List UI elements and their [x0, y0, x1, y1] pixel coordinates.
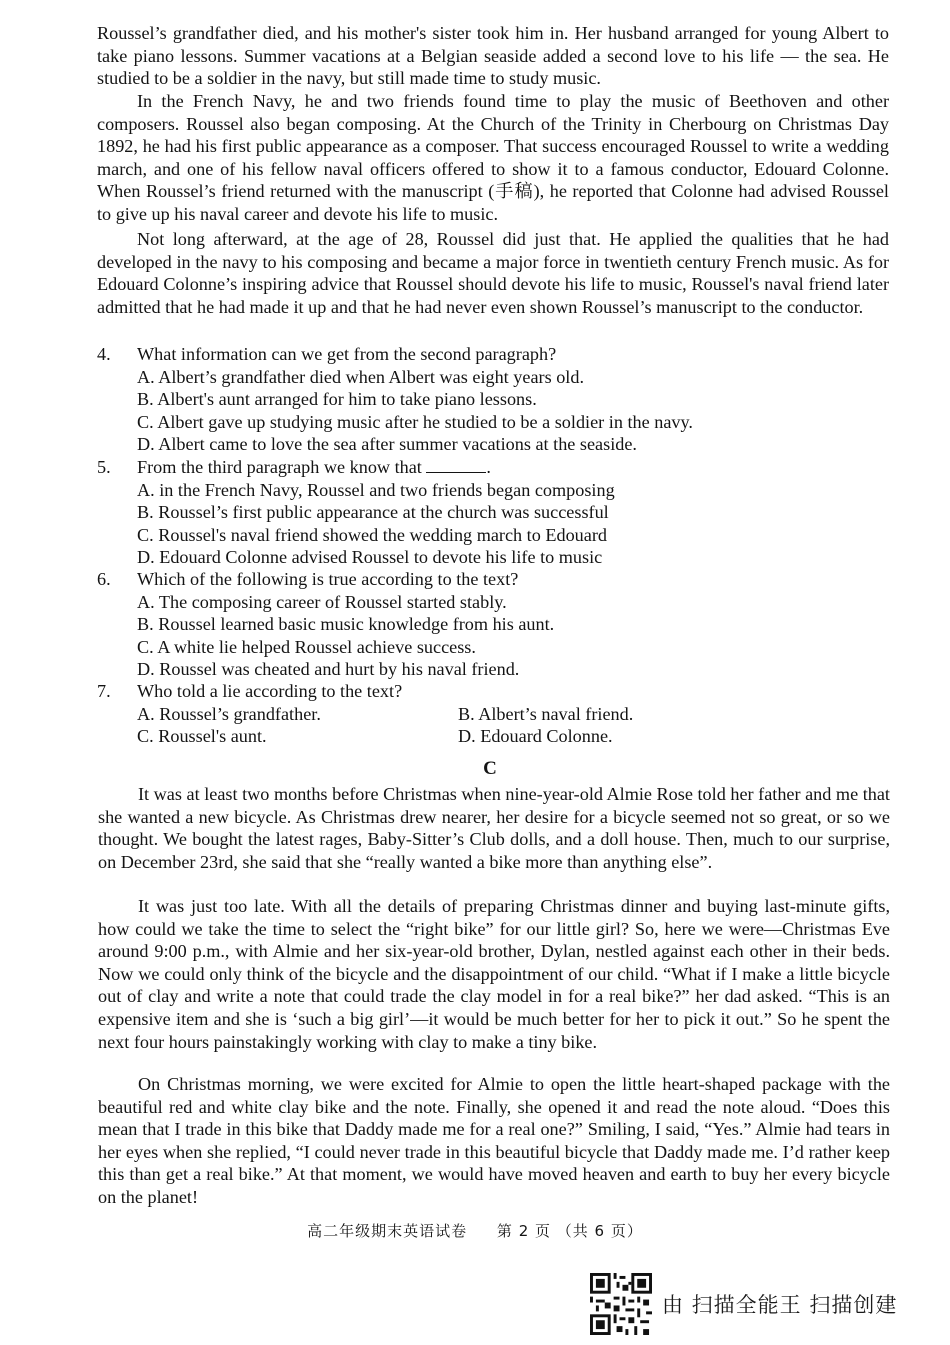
option-a: A. The composing career of Roussel started stably.: [137, 592, 507, 612]
option-a: A. in the French Navy, Roussel and two friends began composing: [137, 480, 615, 500]
option-b: B. Albert’s naval friend.: [458, 704, 634, 724]
option-b: B. Roussel’s first public appearance at the church was successful: [137, 502, 609, 522]
passage-b-paragraph-3: Not long afterward, at the age of 28, Roussel did just that. He applied the qualities that he had developed in the navy to his composing and became a major force in twentieth century French music. As for Edouard Colonne’s inspiring advice that Roussel should devote his life to music, Roussel's naval friend later admitted that he had made it up and that he had never even shown Roussel’s manuscript to the conductor.: [97, 229, 889, 317]
question-stem: What information can we get from the second paragraph?: [137, 344, 557, 364]
option-b: B. Albert's aunt arranged for him to take piano lessons.: [137, 389, 537, 409]
page-number: 第 2 页 （共 6 页）: [496, 1222, 643, 1240]
option-c: C. Albert gave up studying music after he studied to be a soldier in the navy.: [137, 412, 693, 432]
passage-c-paragraph-2: It was just too late. With all the details of preparing Christmas dinner and buying last-minute gifts, how could we take the time to select the “right bike” for our little girl? So, here we were—Christmas Eve around 9:00 p.m., with Almie and her six-year-old brother, Dylan, nestled against each other in their beds. Now we could only think of the bicycle and the disappointment of our child. “What if I make a little bicycle out of clay and write a note that could trade the clay model in for a real bike?” her dad asked. “This is an expensive item and she is ‘such a big girl’—it would be much better for her to pick it out.” So he spent the next four hours painstakingly working with clay to make a tiny bike.: [98, 896, 890, 1052]
option-d: D. Edouard Colonne advised Roussel to devote his life to music: [137, 547, 603, 567]
option-c: C. Roussel's naval friend showed the wedding march to Edouard: [137, 525, 607, 545]
question-number: 6.: [97, 569, 111, 589]
option-c: C. Roussel's aunt.: [137, 726, 267, 746]
question-stem-end: .: [486, 457, 491, 477]
watermark-text: 由 扫描全能王 扫描创建: [662, 1293, 898, 1317]
scanner-watermark: [590, 1272, 897, 1336]
option-c: C. A white lie helped Roussel achieve success.: [137, 637, 476, 657]
passage-b-paragraph-1: Roussel’s grandfather died, and his mother's sister took him in. Her husband arranged for young Albert to take piano lessons. Summer vacations at a Belgian seaside added a second love to his life — the sea. He studied to be a soldier in the navy, but still made time to study music.: [97, 23, 889, 89]
passage-b-paragraph-2: In the French Navy, he and two friends found time to play the music of Beethoven and other composers. Roussel also began composing. At the Church of the Trinity in Cherbourg on Christmas Day 1892, he had his first public appearance as a composer. That success encouraged Roussel to write a wedding march, and one of his fellow naval officers offered to show it to a famous conductor, Edouard Colonne. When Roussel’s friend returned with the manuscript (手稿), he reported that Colonne had advised Roussel to give up his naval career and devote his life to music.: [97, 91, 889, 224]
section-heading: C: [483, 758, 497, 779]
qr-code-icon: [590, 1273, 652, 1335]
page-footer: [0, 1220, 950, 1241]
question-stem: Who told a lie according to the text?: [137, 681, 403, 701]
question-stem: Which of the following is true according to the text?: [137, 569, 519, 589]
option-b: B. Roussel learned basic music knowledge from his aunt.: [137, 614, 555, 634]
question-number: 5.: [97, 457, 111, 477]
question-number: 4.: [97, 344, 111, 364]
exam-title: 高二年级期末英语试卷: [307, 1222, 468, 1240]
passage-c-paragraph-3: On Christmas morning, we were excited for Almie to open the little heart-shaped package with the beautiful red and white clay bike and the note. Finally, she opened it and read the note aloud. “Does this mean that I trade in this bike that Daddy made me for a real one?” Smiling, I said, “Yes.” Almie had tears in her eyes when she replied, “I could never trade in this beautiful bicycle that Daddy made me. I’d rather keep this than get a real bike.” At that moment, we would have moved heaven and earth to buy her every bicycle on the planet!: [98, 1074, 890, 1207]
question-stem: [137, 456, 491, 479]
option-d: D. Roussel was cheated and hurt by his naval friend.: [137, 659, 520, 679]
passage-c-paragraph-1: It was at least two months before Christmas when nine-year-old Almie Rose told her father and me that she wanted a new bicycle. As Christmas drew nearer, her desire for a bicycle seemed not so great, or so we thought. We bought the latest rages, Baby-Sitter’s Club dolls, and a doll house. Then, much to our surprise, on December 23rd, she said that she “really wanted a bike more than anything else”.: [98, 784, 890, 872]
question-number: 7.: [97, 681, 111, 701]
answer-blank: [426, 456, 486, 473]
option-a: A. Albert’s grandfather died when Albert was eight years old.: [137, 367, 584, 387]
option-a: A. Roussel’s grandfather.: [137, 704, 321, 724]
option-d: D. Edouard Colonne.: [458, 726, 613, 746]
option-d: D. Albert came to love the sea after summer vacations at the seaside.: [137, 434, 637, 454]
question-stem-text: From the third paragraph we know that: [137, 457, 422, 477]
